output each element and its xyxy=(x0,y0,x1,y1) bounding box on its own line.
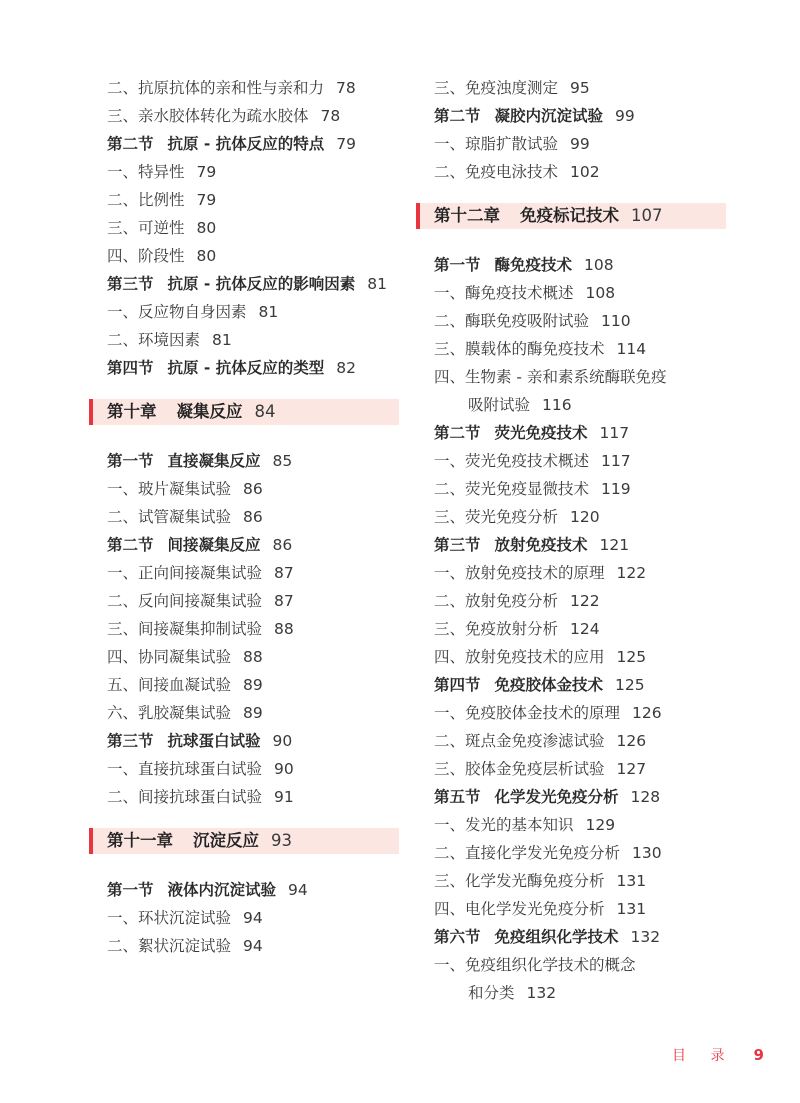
page-ref: 79 xyxy=(196,191,217,209)
page-ref: 125 xyxy=(615,676,645,694)
section-title: 免疫胶体金技术 xyxy=(494,676,604,694)
entry-title: 二、直接化学发光免疫分析 xyxy=(434,844,621,862)
page-number: 9 xyxy=(753,1046,764,1064)
toc-entry[interactable] xyxy=(107,904,399,932)
page-ref: 82 xyxy=(336,359,356,377)
toc-entry[interactable] xyxy=(107,559,399,587)
page-ref: 85 xyxy=(272,452,293,470)
entry-title: 三、免疫放射分析 xyxy=(434,620,559,638)
section-heading[interactable] xyxy=(434,531,726,559)
section-title: 凝胶内沉淀试验 xyxy=(494,107,604,125)
chapter-number: 第十二章 xyxy=(434,206,500,225)
section-number: 第二节 xyxy=(434,424,481,442)
toc-entry[interactable] xyxy=(107,298,399,326)
toc-entry[interactable] xyxy=(107,587,399,615)
page-ref: 90 xyxy=(272,732,293,750)
page-ref: 126 xyxy=(616,732,647,750)
entry-title: 二、抗原抗体的亲和性与亲和力 xyxy=(107,79,325,97)
page-footer xyxy=(672,1044,764,1066)
page-ref: 79 xyxy=(336,135,356,153)
section-heading[interactable] xyxy=(107,447,399,475)
page-ref: 122 xyxy=(570,592,600,610)
page-ref: 94 xyxy=(243,937,263,955)
section-number: 第三节 xyxy=(107,732,154,750)
toc-entry[interactable] xyxy=(107,326,399,354)
section-title: 间接凝集反应 xyxy=(167,536,261,554)
entry-title: 三、化学发光酶免疫分析 xyxy=(434,872,605,890)
page-ref: 121 xyxy=(599,536,630,554)
section-title: 抗原 - 抗体反应的影响因素 xyxy=(167,275,356,293)
page-ref: 81 xyxy=(258,303,279,321)
page-ref: 84 xyxy=(254,402,276,421)
entry-title: 吸附试验 xyxy=(468,396,531,414)
toc-entry-continued[interactable] xyxy=(434,979,726,1007)
toc-entry[interactable] xyxy=(434,811,726,839)
page-ref: 80 xyxy=(196,219,217,237)
page-ref: 116 xyxy=(542,396,572,414)
page-ref: 80 xyxy=(196,247,217,265)
page-ref: 88 xyxy=(243,648,263,666)
page-ref: 108 xyxy=(585,284,616,302)
section-number: 第四节 xyxy=(434,676,481,694)
section-number: 第一节 xyxy=(434,256,481,274)
toc-entry[interactable] xyxy=(434,335,726,363)
page-ref: 91 xyxy=(274,788,294,806)
toc-entry[interactable] xyxy=(434,755,726,783)
entry-title: 三、间接凝集抑制试验 xyxy=(107,620,263,638)
toc-entry[interactable] xyxy=(107,643,399,671)
page-ref: 120 xyxy=(570,508,600,526)
entry-title: 五、间接血凝试验 xyxy=(107,676,232,694)
entry-title: 二、放射免疫分析 xyxy=(434,592,559,610)
section-heading[interactable] xyxy=(434,102,726,130)
entry-title: 三、胶体金免疫层析试验 xyxy=(434,760,605,778)
section-number: 第二节 xyxy=(107,135,154,153)
page-ref: 132 xyxy=(630,928,661,946)
toc-entry[interactable] xyxy=(434,363,726,391)
toc-entry[interactable] xyxy=(107,671,399,699)
toc-entry[interactable] xyxy=(434,839,726,867)
page-ref: 102 xyxy=(570,163,600,181)
chapter-heading[interactable] xyxy=(416,203,726,229)
section-title: 抗原 - 抗体反应的特点 xyxy=(167,135,325,153)
page-ref: 132 xyxy=(526,984,557,1002)
toc-entry[interactable] xyxy=(434,307,726,335)
toc-entry-continued[interactable] xyxy=(434,391,726,419)
entry-title: 和分类 xyxy=(468,984,515,1002)
page-ref: 94 xyxy=(288,881,308,899)
page-ref: 124 xyxy=(570,620,600,638)
entry-title: 三、亲水胶体转化为疏水胶体 xyxy=(107,107,309,125)
page-ref: 117 xyxy=(599,424,630,442)
section-heading[interactable] xyxy=(107,354,399,382)
toc-entry[interactable] xyxy=(107,158,399,186)
section-number: 第三节 xyxy=(434,536,481,554)
toc-entry[interactable] xyxy=(107,186,399,214)
page-ref: 99 xyxy=(615,107,635,125)
page-ref: 90 xyxy=(274,760,294,778)
chapter-number: 第十章 xyxy=(107,402,157,421)
toc-entry[interactable] xyxy=(434,279,726,307)
entry-title: 一、放射免疫技术的原理 xyxy=(434,564,605,582)
entry-title: 一、直接抗球蛋白试验 xyxy=(107,760,263,778)
page-ref: 126 xyxy=(632,704,662,722)
entry-title: 三、膜载体的酶免疫技术 xyxy=(434,340,605,358)
page-ref: 131 xyxy=(616,872,647,890)
page-ref: 87 xyxy=(274,592,294,610)
page-ref: 130 xyxy=(632,844,662,862)
toc-entry[interactable] xyxy=(107,755,399,783)
page-ref: 114 xyxy=(616,340,647,358)
page-ref: 110 xyxy=(601,312,631,330)
entry-title: 一、免疫组织化学技术的概念 xyxy=(434,956,636,974)
section-heading[interactable] xyxy=(434,671,726,699)
chapter-number: 第十一章 xyxy=(107,831,173,850)
section-number: 第三节 xyxy=(107,275,154,293)
section-number: 第六节 xyxy=(434,928,481,946)
toc-entry[interactable] xyxy=(434,867,726,895)
section-heading[interactable] xyxy=(434,783,726,811)
page-ref: 94 xyxy=(243,909,263,927)
section-number: 第一节 xyxy=(107,452,154,470)
toc-entry[interactable] xyxy=(107,242,399,270)
section-heading[interactable] xyxy=(434,923,726,951)
toc-entry[interactable] xyxy=(434,587,726,615)
entry-title: 四、电化学发光免疫分析 xyxy=(434,900,605,918)
entry-title: 四、阶段性 xyxy=(107,247,185,265)
chapter-heading[interactable] xyxy=(89,828,399,854)
toc-entry[interactable] xyxy=(434,643,726,671)
entry-title: 一、琼脂扩散试验 xyxy=(434,135,559,153)
entry-title: 二、反向间接凝集试验 xyxy=(107,592,263,610)
toc-entry[interactable] xyxy=(107,783,399,811)
page-ref: 129 xyxy=(585,816,616,834)
entry-title: 一、酶免疫技术概述 xyxy=(434,284,574,302)
page-ref: 131 xyxy=(616,900,647,918)
entry-title: 一、反应物自身因素 xyxy=(107,303,247,321)
chapter-heading[interactable] xyxy=(89,399,399,425)
section-number: 第四节 xyxy=(107,359,154,377)
section-heading[interactable] xyxy=(107,270,399,298)
toc-entry[interactable] xyxy=(434,615,726,643)
entry-title: 一、荧光免疫技术概述 xyxy=(434,452,590,470)
page-ref: 119 xyxy=(601,480,631,498)
entry-title: 二、免疫电泳技术 xyxy=(434,163,559,181)
entry-title: 二、比例性 xyxy=(107,191,185,209)
section-title: 荧光免疫技术 xyxy=(494,424,588,442)
entry-title: 四、协同凝集试验 xyxy=(107,648,232,666)
page-ref: 89 xyxy=(243,676,263,694)
section-heading[interactable] xyxy=(107,531,399,559)
entry-title: 一、环状沉淀试验 xyxy=(107,909,232,927)
entry-title: 二、环境因素 xyxy=(107,331,201,349)
chapter-title: 凝集反应 xyxy=(176,402,243,421)
section-number: 第二节 xyxy=(107,536,154,554)
toc-entry[interactable] xyxy=(434,158,726,186)
page-ref: 107 xyxy=(631,206,663,225)
page-ref: 88 xyxy=(274,620,294,638)
page-ref: 78 xyxy=(320,107,341,125)
toc-entry[interactable] xyxy=(434,130,726,158)
toc-entry[interactable] xyxy=(434,951,726,979)
section-title: 放射免疫技术 xyxy=(494,536,588,554)
toc-entry[interactable] xyxy=(434,699,726,727)
entry-title: 六、乳胶凝集试验 xyxy=(107,704,232,722)
section-heading[interactable] xyxy=(107,876,399,904)
toc-entry[interactable] xyxy=(107,932,399,960)
toc-left-column xyxy=(107,74,399,960)
toc-entry[interactable] xyxy=(434,74,726,102)
page-ref: 78 xyxy=(336,79,356,97)
page-ref: 125 xyxy=(616,648,647,666)
page-ref: 86 xyxy=(243,508,263,526)
entry-title: 一、发光的基本知识 xyxy=(434,816,574,834)
toc-entry[interactable] xyxy=(107,74,399,102)
page-ref: 86 xyxy=(272,536,293,554)
section-heading[interactable] xyxy=(434,251,726,279)
footer-label: 目 录 xyxy=(672,1048,735,1064)
entry-title: 二、絮状沉淀试验 xyxy=(107,937,232,955)
section-title: 抗球蛋白试验 xyxy=(167,732,261,750)
section-title: 直接凝集反应 xyxy=(167,452,261,470)
toc-entry[interactable] xyxy=(434,727,726,755)
entry-title: 三、免疫浊度测定 xyxy=(434,79,559,97)
page-ref: 122 xyxy=(616,564,647,582)
section-title: 液体内沉淀试验 xyxy=(167,881,277,899)
chapter-title: 免疫标记技术 xyxy=(520,206,619,225)
section-title: 免疫组织化学技术 xyxy=(494,928,619,946)
toc-entry[interactable] xyxy=(434,895,726,923)
entry-title: 二、斑点金免疫渗滤试验 xyxy=(434,732,605,750)
section-heading[interactable] xyxy=(107,727,399,755)
entry-title: 二、酶联免疫吸附试验 xyxy=(434,312,590,330)
section-title: 抗原 - 抗体反应的类型 xyxy=(167,359,325,377)
toc-entry[interactable] xyxy=(107,503,399,531)
page-ref: 93 xyxy=(271,831,292,850)
section-heading[interactable] xyxy=(434,419,726,447)
entry-title: 三、荧光免疫分析 xyxy=(434,508,559,526)
section-title: 化学发光免疫分析 xyxy=(494,788,619,806)
page-ref: 81 xyxy=(212,331,232,349)
entry-title: 一、特异性 xyxy=(107,163,185,181)
toc-entry[interactable] xyxy=(434,559,726,587)
toc-entry[interactable] xyxy=(107,475,399,503)
entry-title: 一、正向间接凝集试验 xyxy=(107,564,263,582)
section-title: 酶免疫技术 xyxy=(494,256,573,274)
chapter-title: 沉淀反应 xyxy=(193,831,259,850)
page-ref: 81 xyxy=(367,275,387,293)
page-ref: 79 xyxy=(196,163,217,181)
entry-title: 二、荧光免疫显微技术 xyxy=(434,480,590,498)
entry-title: 一、玻片凝集试验 xyxy=(107,480,232,498)
page-ref: 95 xyxy=(570,79,590,97)
page-ref: 86 xyxy=(243,480,263,498)
entry-title: 四、生物素 - 亲和素系统酶联免疫 xyxy=(434,368,667,386)
page-ref: 87 xyxy=(274,564,294,582)
toc-entry[interactable] xyxy=(434,447,726,475)
toc-entry[interactable] xyxy=(434,475,726,503)
entry-title: 一、免疫胶体金技术的原理 xyxy=(434,704,621,722)
section-number: 第五节 xyxy=(434,788,481,806)
toc-right-column xyxy=(434,74,726,1007)
page-ref: 99 xyxy=(570,135,590,153)
toc-entry[interactable] xyxy=(434,503,726,531)
page-ref: 117 xyxy=(601,452,631,470)
toc-entry[interactable] xyxy=(107,102,399,130)
page-ref: 128 xyxy=(630,788,661,806)
entry-title: 四、放射免疫技术的应用 xyxy=(434,648,605,666)
section-heading[interactable] xyxy=(107,130,399,158)
toc-entry[interactable] xyxy=(107,214,399,242)
page-ref: 108 xyxy=(584,256,614,274)
toc-entry[interactable] xyxy=(107,699,399,727)
entry-title: 二、试管凝集试验 xyxy=(107,508,232,526)
entry-title: 二、间接抗球蛋白试验 xyxy=(107,788,263,806)
toc-entry[interactable] xyxy=(107,615,399,643)
section-number: 第二节 xyxy=(434,107,481,125)
entry-title: 三、可逆性 xyxy=(107,219,185,237)
page-ref: 89 xyxy=(243,704,263,722)
section-number: 第一节 xyxy=(107,881,154,899)
page-ref: 127 xyxy=(616,760,647,778)
